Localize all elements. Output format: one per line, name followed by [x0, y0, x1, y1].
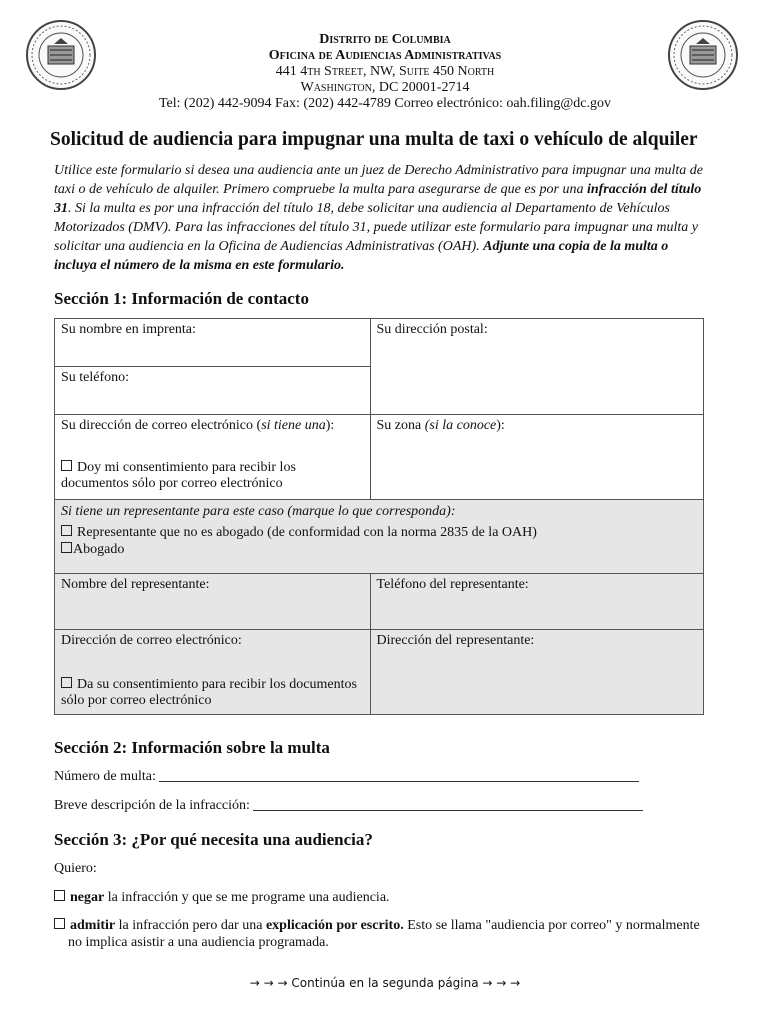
deny-checkbox[interactable]	[54, 890, 65, 901]
rep-email-consent[interactable]: Da su consentimiento para recibir los documentos sólo por correo electrónico	[61, 677, 357, 708]
zone-field[interactable]	[370, 415, 703, 500]
rep-email-field[interactable]: Dirección de correo electrónico: Da su consentimiento para recibir los documentos sólo por correo electrónico	[55, 630, 371, 715]
dc-seal-right	[668, 20, 738, 90]
rep-consent-checkbox[interactable]	[61, 677, 72, 688]
ticket-number-input[interactable]	[159, 767, 639, 782]
zone-label: Su zona (si la conoce):	[376, 418, 505, 433]
email-field[interactable]	[55, 415, 371, 500]
contact-line: Tel: (202) 442-9094 Fax: (202) 442-4789 Correo electrónico: oah.filing@dc.gov	[158, 96, 612, 111]
phone-label: Su teléfono:	[61, 370, 130, 385]
section3-heading: Sección 3: ¿Por qué necesita una audiencia?	[54, 830, 373, 849]
rep-address-field[interactable]: Dirección del representante:	[370, 630, 703, 715]
ticket-number-label: Número de multa:	[54, 769, 156, 784]
contact-table	[54, 318, 704, 715]
form-title: Solicitud de audiencia para impugnar una multa de taxi o vehículo de alquiler	[50, 129, 698, 150]
name-field[interactable]	[55, 319, 371, 367]
ticket-number-row	[54, 767, 639, 785]
description-input[interactable]	[253, 796, 643, 811]
description-label: Breve descripción de la infracción:	[54, 798, 250, 813]
intro-paragraph	[54, 161, 714, 275]
postal-address-field[interactable]	[370, 319, 703, 415]
rep-prompt: Si tiene un representante para este caso (marque lo que corresponda):	[61, 504, 456, 519]
rep-phone-field[interactable]: Teléfono del representante:	[370, 574, 703, 630]
postal-label: Su dirección postal:	[376, 322, 488, 337]
rep-name-field[interactable]: Nombre del representante:	[55, 574, 371, 630]
office-name: Oficina de Audiencias Administrativas	[268, 48, 502, 63]
intro-bold-1: infracción del título 31	[54, 182, 702, 216]
phone-field[interactable]	[55, 367, 371, 415]
email-consent[interactable]	[61, 460, 364, 492]
intro-text-1: Utilice este formulario si desea una audiencia ante un juez de Derecho Administrativo para impugnar una multa de taxi o de vehículo de alquiler. Primero compruebe la multa para asegurarse de que es por una	[54, 163, 703, 197]
letterhead	[100, 32, 670, 112]
consent-checkbox[interactable]	[61, 460, 72, 471]
section2-heading: Sección 2: Información sobre la multa	[54, 738, 330, 757]
consent-text: Doy mi consentimiento para recibir los documentos sólo por correo electrónico	[61, 460, 296, 491]
description-row	[54, 796, 643, 814]
want-label: Quiero:	[54, 861, 97, 876]
admit-checkbox[interactable]	[54, 918, 65, 929]
org-name: Distrito de Columbia	[319, 32, 451, 47]
name-label: Su nombre en imprenta:	[61, 322, 196, 337]
intro-text-2: . Si la multa es por una infracción del título 18, debe solicitar una audiencia al Departamento de Vehículos Motorizados (DMV). Para las infracciones del título 31, puede utilizar este formulario para impugnar una multa y solicitar una audiencia en la Oficina de Audiencias Administrativas (OAH).	[54, 201, 698, 254]
street-address: 441 4th Street, NW, Suite 450 North	[275, 64, 495, 79]
email-label: Su dirección de correo electrónico (si tiene una):	[61, 418, 335, 433]
rep-option-non-lawyer[interactable]: Representante que no es abogado (de conformidad con la norma 2835 de la OAH)	[61, 524, 697, 541]
lawyer-checkbox[interactable]	[61, 542, 72, 553]
option-admit[interactable]: admitir la infracción pero dar una explicación por escrito. Esto se llama "audiencia por correo" y normalmente no implica asistir a una audiencia programada.	[54, 917, 708, 951]
section1-heading: Sección 1: Información de contacto	[54, 289, 309, 308]
representative-type	[55, 500, 704, 574]
option-deny[interactable]: negar la infracción y que se me programe una audiencia.	[54, 889, 694, 906]
intro-bold-2: Adjunte una copia de la multa o incluya el número de la misma en este formulario.	[54, 239, 669, 273]
dc-seal-left	[26, 20, 96, 90]
continue-note: → → → Continúa en la segunda página → → →	[249, 976, 521, 990]
city-address: Washington, DC 20001-2714	[300, 80, 470, 95]
rep-option-lawyer[interactable]: Abogado	[61, 541, 697, 558]
non-lawyer-checkbox[interactable]	[61, 525, 72, 536]
